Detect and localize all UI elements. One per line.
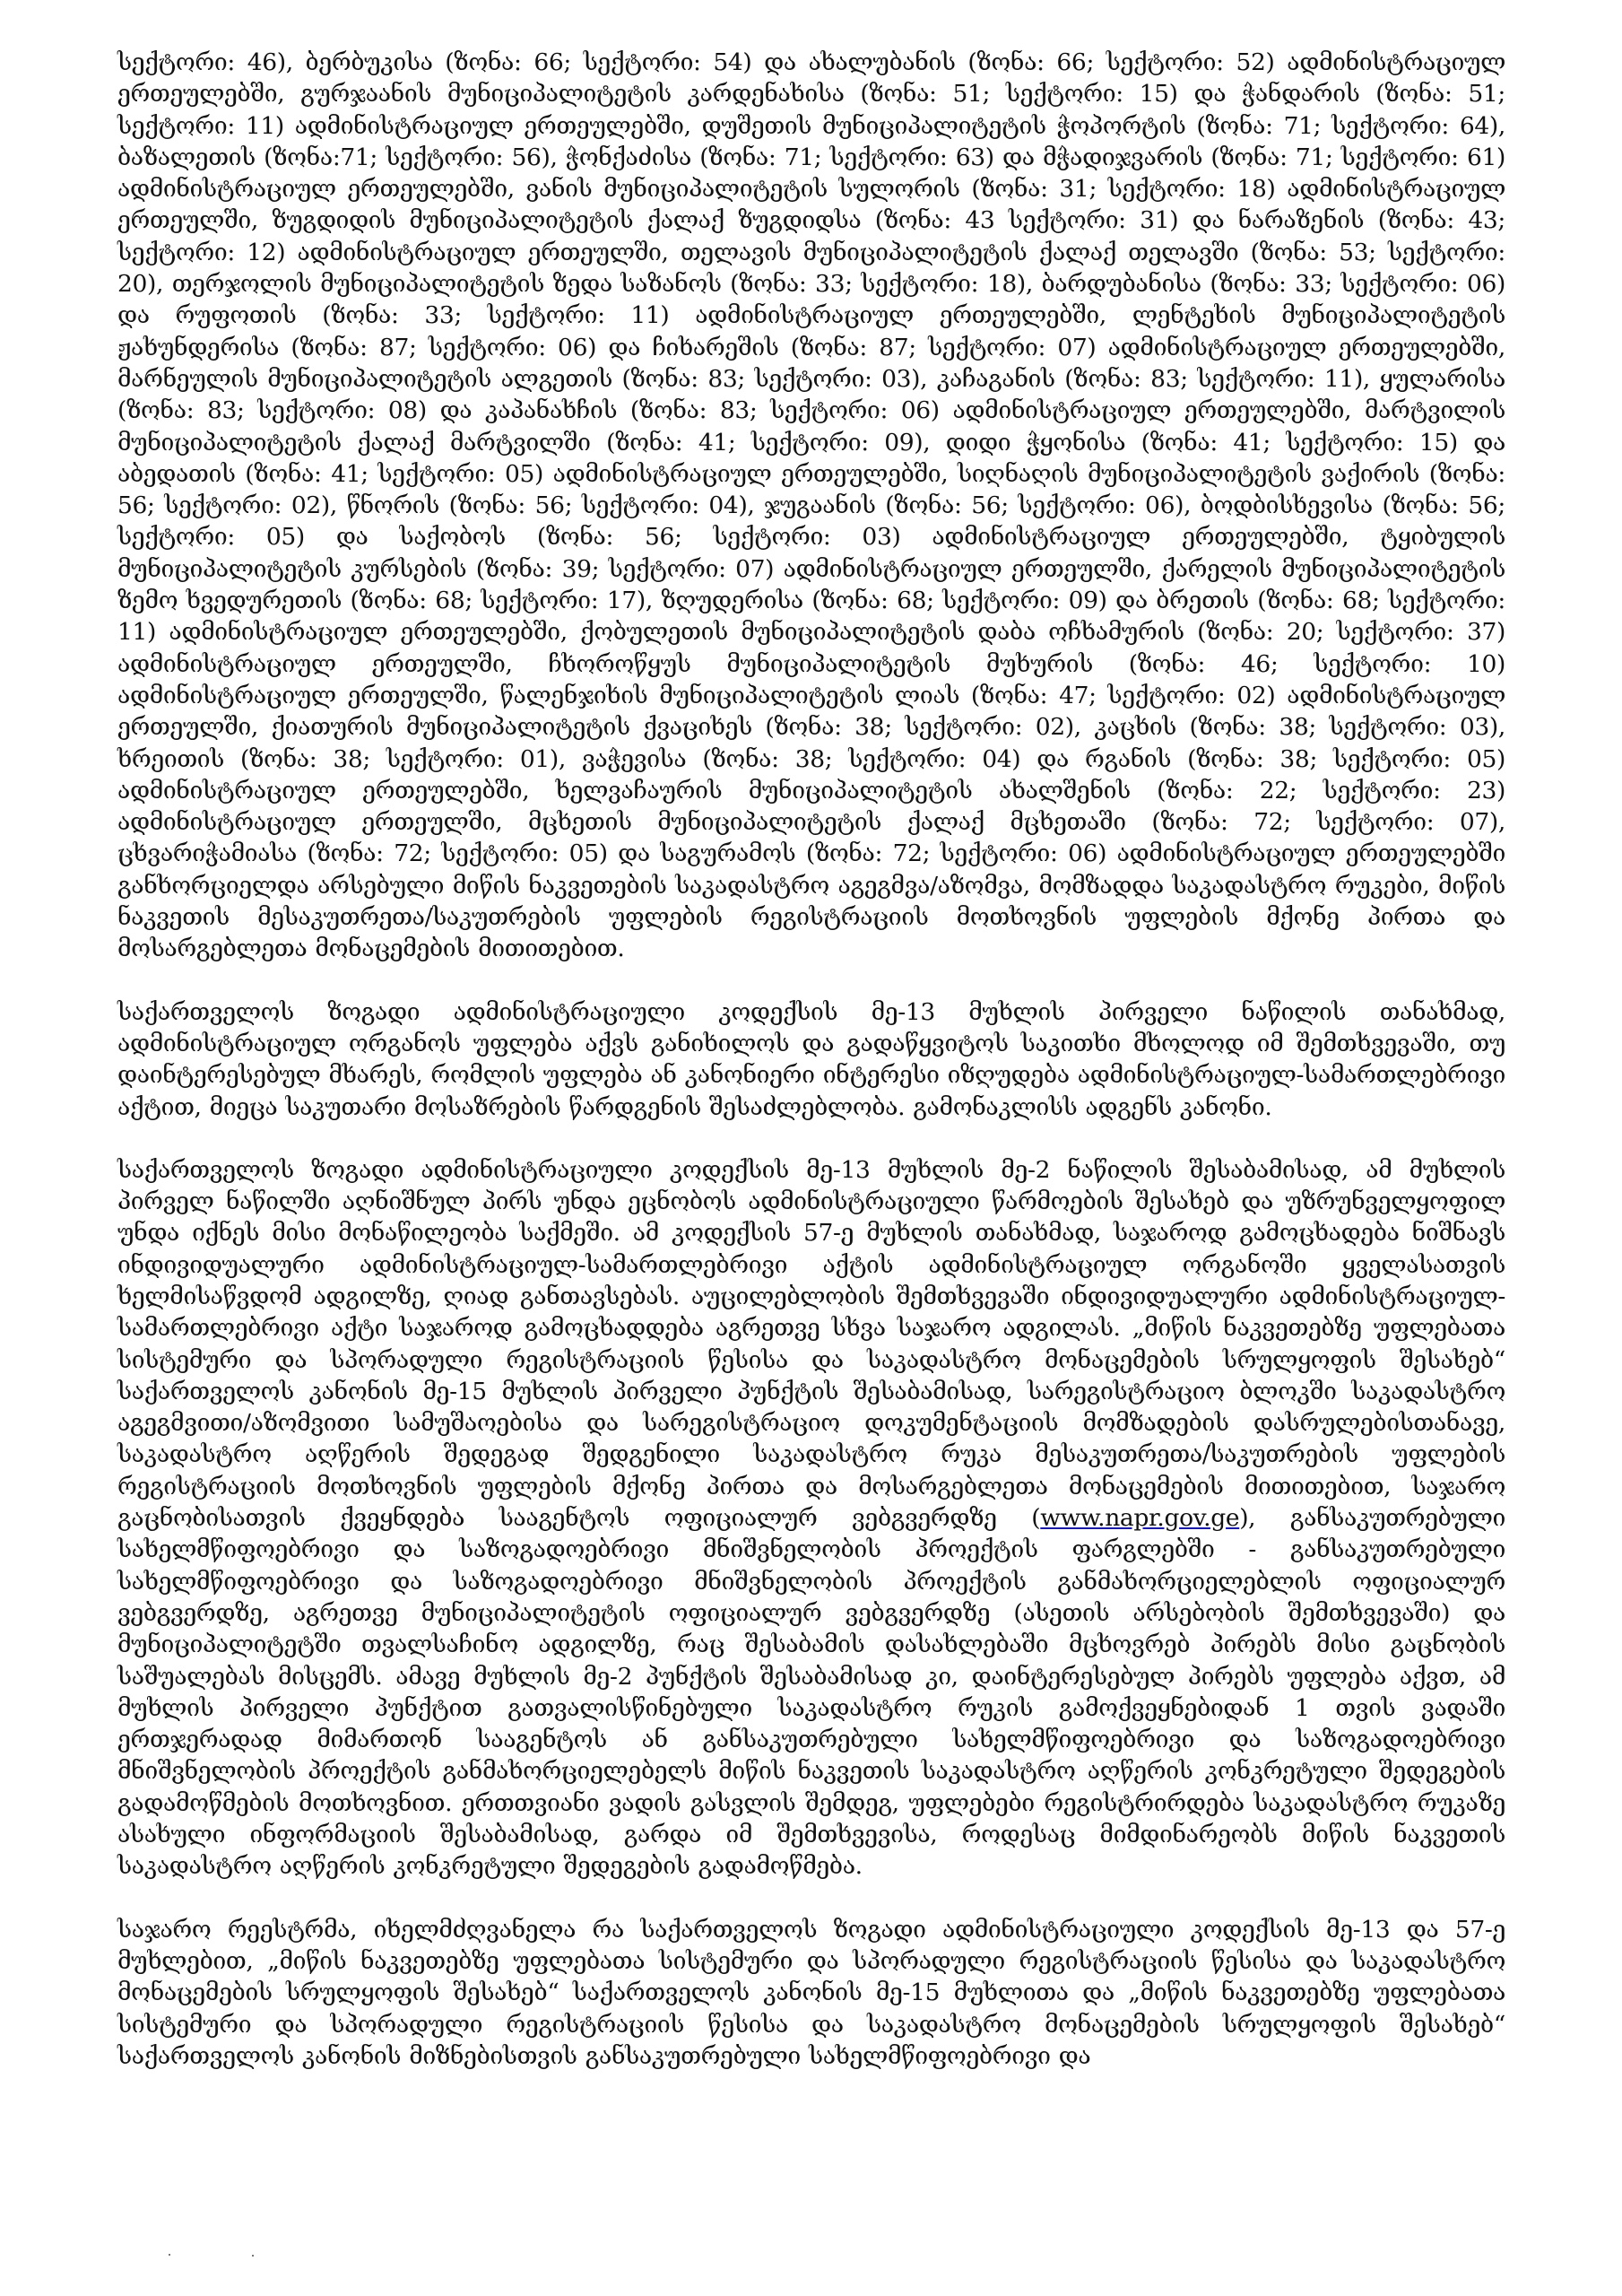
scan-speck bbox=[169, 2254, 170, 2256]
scan-speck bbox=[252, 2255, 254, 2257]
napr-website-link[interactable]: www.napr.gov.ge bbox=[1040, 1504, 1240, 1533]
paragraph-text-after-link: ), განსაკუთრებული სახელმწიფოებრივი და საზოგადოებრივი მნიშვნელობის პროექტის ფარგლებში - განსაკუთრებული სახელმწიფოებრივი და საზოგადოებრივი მნიშვნელობის პროექტის განმახორციელებლის ოფიციალურ ვებგვერდზე, აგრეთვე მუნიციპალიტეტის ოფიციალურ ვებგვერდზე (ასეთის არსებობის შემთხვევაში) და მუნიციპალიტეტში თვალსაჩინო ადგილზე, რაც შესაბამის დასახლებაში მცხოვრებ პირებს მისი გაცნობის საშუალებას მისცემს. ამავე მუხლის მე-2 პუნქტის შესაბამისად კი, დაინტერესებულ პირებს უფლება აქვთ, ამ მუხლის პირველი პუნქტით გათვალისწინებული საკადასტრო რუკის გამოქვეყნებიდან 1 თვის ვადაში ერთჯერადად მიმართონ სააგენტოს ან განსაკუთრებული სახელმწიფოებრივი და საზოგადოებრივი მნიშვნელობის პროექტის განმახორციელებელს მიწის ნაკვეთის საკადასტრო აღწერის კონკრეტული შედეგების გადამოწმების მოთხოვნით. ერთთვიანი ვადის გასვლის შემდეგ, უფლებები რეგისტრირდება საკადასტრო რუკაზე ასახული ინფორმაციის შესაბამისად, გარდა იმ შემთხვევისა, როდესაც მიმდინარეობს მიწის ნაკვეთის საკადასტრო აღწერის კონკრეტული შედეგების გადამოწმება. bbox=[117, 1504, 1505, 1881]
document-page bbox=[117, 47, 1505, 2072]
paragraph-administrative-units: სექტორი: 46), ბერბუკისა (ზონა: 66; სექტორი: 54) და ახალუბანის (ზონა: 66; სექტორი: 52) ადმინისტრაციულ ერთეულებში, გურჯაანის მუნიციპალიტეტის კარდენახისა (ზონა: 51; სექტორი: 15) და ჭანდარის (ზონა: 51; სექტორი: 11) ადმინისტრაციულ ერთეულებში, დუშეთის მუნიციპალიტეტის ჭოპორტის (ზონა: 71; სექტორი: 64), ბაზალეთის (ზონა:71; სექტორი: 56), ჭონქაძისა (ზონა: 71; სექტორი: 63) და მჭადიჯვარის (ზონა: 71; სექტორი: 61) ადმინისტრაციულ ერთეულებში, ვანის მუნიციპალიტეტის სულორის (ზონა: 31; სექტორი: 18) ადმინისტრაციულ ერთეულში, ზუგდიდის მუნიციპალიტეტის ქალაქ ზუგდიდსა (ზონა: 43 სექტორი: 31) და ნარაზენის (ზონა: 43; სექტორი: 12) ადმინისტრაციულ ერთეულში, თელავის მუნიციპალიტეტის ქალაქ თელავში (ზონა: 53; სექტორი: 20), თერჯოლის მუნიციპალიტეტის ზედა საზანოს (ზონა: 33; სექტორი: 18), ბარდუბანისა (ზონა: 33; სექტორი: 06) და რუფოთის (ზონა: 33; სექტორი: 11) ადმინისტრაციულ ერთეულებში, ლენტეხის მუნიციპალიტეტის ჟახუნდერისა (ზონა: 87; სექტორი: 06) და ჩიხარეშის (ზონა: 87; სექტორი: 07) ადმინისტრაციულ ერთეულებში, მარნეულის მუნიციპალიტეტის ალგეთის (ზონა: 83; სექტორი: 03), კაჩაგანის (ზონა: 83; სექტორი: 11), ყულარისა (ზონა: 83; სექტორი: 08) და კაპანახჩის (ზონა: 83; სექტორი: 06) ადმინისტრაციულ ერთეულებში, მარტვილის მუნიციპალიტეტის ქალაქ მარტვილში (ზონა: 41; სექტორი: 09), დიდი ჭყონისა (ზონა: 41; სექტორი: 15) და აბედათის (ზონა: 41; სექტორი: 05) ადმინისტრაციულ ერთეულებში, სიღნაღის მუნიციპალიტეტის ვაქირის (ზონა: 56; სექტორი: 02), წნორის (ზონა: 56; სექტორი: 04), ჯუგაანის (ზონა: 56; სექტორი: 06), ბოდბისხევისა (ზონა: 56; სექტორი: 05) და საქობოს (ზონა: 56; სექტორი: 03) ადმინისტრაციულ ერთეულებში, ტყიბულის მუნიციპალიტეტის კურსების (ზონა: 39; სექტორი: 07) ადმინისტრაციულ ერთეულში, ქარელის მუნიციპალიტეტის ზემო ხვედურეთის (ზონა: 68; სექტორი: 17), ზღუდერისა (ზონა: 68; სექტორი: 09) და ბრეთის (ზონა: 68; სექტორი: 11) ადმინისტრაციულ ერთეულებში, ქობულეთის მუნიციპალიტეტის დაბა ოჩხამურის (ზონა: 20; სექტორი: 37) ადმინისტრაციულ ერთეულში, ჩხოროწყუს მუნიციპალიტეტის მუხურის (ზონა: 46; სექტორი: 10) ადმინისტრაციულ ერთეულში, წალენჯიხის მუნიციპალიტეტის ლიას (ზონა: 47; სექტორი: 02) ადმინისტრაციულ ერთეულში, ქიათურის მუნიციპალიტეტის ქვაციხეს (ზონა: 38; სექტორი: 02), კაცხის (ზონა: 38; სექტორი: 03), ხრეითის (ზონა: 38; სექტორი: 01), ვაჭევისა (ზონა: 38; სექტორი: 04) და რგანის (ზონა: 38; სექტორი: 05) ადმინისტრაციულ ერთეულებში, ხელვაჩაურის მუნიციპალიტეტის ახალშენის (ზონა: 22; სექტორი: 23) ადმინისტრაციულ ერთეულში, მცხეთის მუნიციპალიტეტის ქალაქ მცხეთაში (ზონა: 72; სექტორი: 07), ცხვარიჭამიასა (ზონა: 72; სექტორი: 05) და საგურამოს (ზონა: 72; სექტორი: 06) ადმინისტრაციულ ერთეულებში განხორციელდა არსებული მიწის ნაკვეთების საკადასტრო აგეგმვა/აზომვა, მომზადდა საკადასტრო რუკები, მიწის ნაკვეთის მესაკუთრეთა/საკუთრების უფლების რეგისტრაციის მოთხოვნის უფლების მქონე პირთა და მოსარგებლეთა მონაცემების მითითებით. bbox=[117, 48, 1505, 963]
paragraph-public-notice bbox=[117, 1154, 1505, 1883]
paragraph-code-article-13: საქართველოს ზოგადი ადმინისტრაციული კოდექსის მე-13 მუხლის პირველი ნაწილის თანახმად, ადმინისტრაციულ ორგანოს უფლება აქვს განიხილოს და გადაწყვიტოს საკითხი მხოლოდ იმ შემთხვევაში, თუ დაინტერესებულ მხარეს, რომლის უფლება ან კანონიერი ინტერესი იზღუდება ადმინისტრაციულ-სამართლებრივი აქტით, მიეცა საკუთარი მოსაზრების წარდგენის შესაძლებლობა. გამონაკლისს ადგენს კანონი. bbox=[117, 997, 1505, 1121]
paragraph-text-before-link: საქართველოს ზოგადი ადმინისტრაციული კოდექსის მე-13 მუხლის მე-2 ნაწილის შესაბამისად, ამ მუხლის პირველ ნაწილში აღნიშნულ პირს უნდა ეცნობოს ადმინისტრაციული წარმოების შესახებ და უზრუნველყოფილ უნდა იქნეს მისი მონაწილეობა საქმეში. ამ კოდექსის 57-ე მუხლის თანახმად, საჯაროდ გამოცხადება ნიშნავს ინდივიდუალური ადმინისტრაციულ-სამართლებრივი აქტის ადმინისტრაციულ ორგანოში ყველასათვის ხელმისაწვდომ ადგილზე, ღიად განთავსებას. აუცილებლობის შემთხვევაში ინდივიდუალური ადმინისტრაციულ-სამართლებრივი აქტი საჯაროდ გამოცხადდება აგრეთვე სხვა საჯარო ადგილას. „მიწის ნაკვეთებზე უფლებათა სისტემური და სპორადული რეგისტრაციის წესისა და საკადასტრო მონაცემების სრულყოფის შესახებ“ საქართველოს კანონის მე-15 მუხლის პირველი პუნქტის შესაბამისად, სარეგისტრაციო ბლოკში საკადასტრო აგეგმვითი/აზომვითი სამუშაოებისა და სარეგისტრაციო დოკუმენტაციის მომზადების დასრულებისთანავე, საკადასტრო აღწერის შედეგად შედგენილი საკადასტრო რუკა მესაკუთრეთა/საკუთრების უფლების რეგისტრაციის მოთხოვნის უფლების მქონე პირთა და მოსარგებლეთა მონაცემების მითითებით, საჯარო გაცნობისათვის ქვეყნდება სააგენტოს ოფიციალურ ვებგვერდზე ( bbox=[117, 1155, 1505, 1533]
paragraph-public-registry: საჯარო რეესტრმა, იხელმძღვანელა რა საქართველოს ზოგადი ადმინისტრაციული კოდექსის მე-13 და 57-ე მუხლებით, „მიწის ნაკვეთებზე უფლებათა სისტემური და სპორადული რეგისტრაციის წესისა და საკადასტრო მონაცემების სრულყოფის შესახებ“ საქართველოს კანონის მე-15 მუხლითა და „მიწის ნაკვეთებზე უფლებათა სისტემური და სპორადული რეგისტრაციის წესისა და საკადასტრო მონაცემების სრულყოფის შესახებ“ საქართველოს კანონის მიზნებისთვის განსაკუთრებული სახელმწიფოებრივი და bbox=[117, 1915, 1505, 2070]
